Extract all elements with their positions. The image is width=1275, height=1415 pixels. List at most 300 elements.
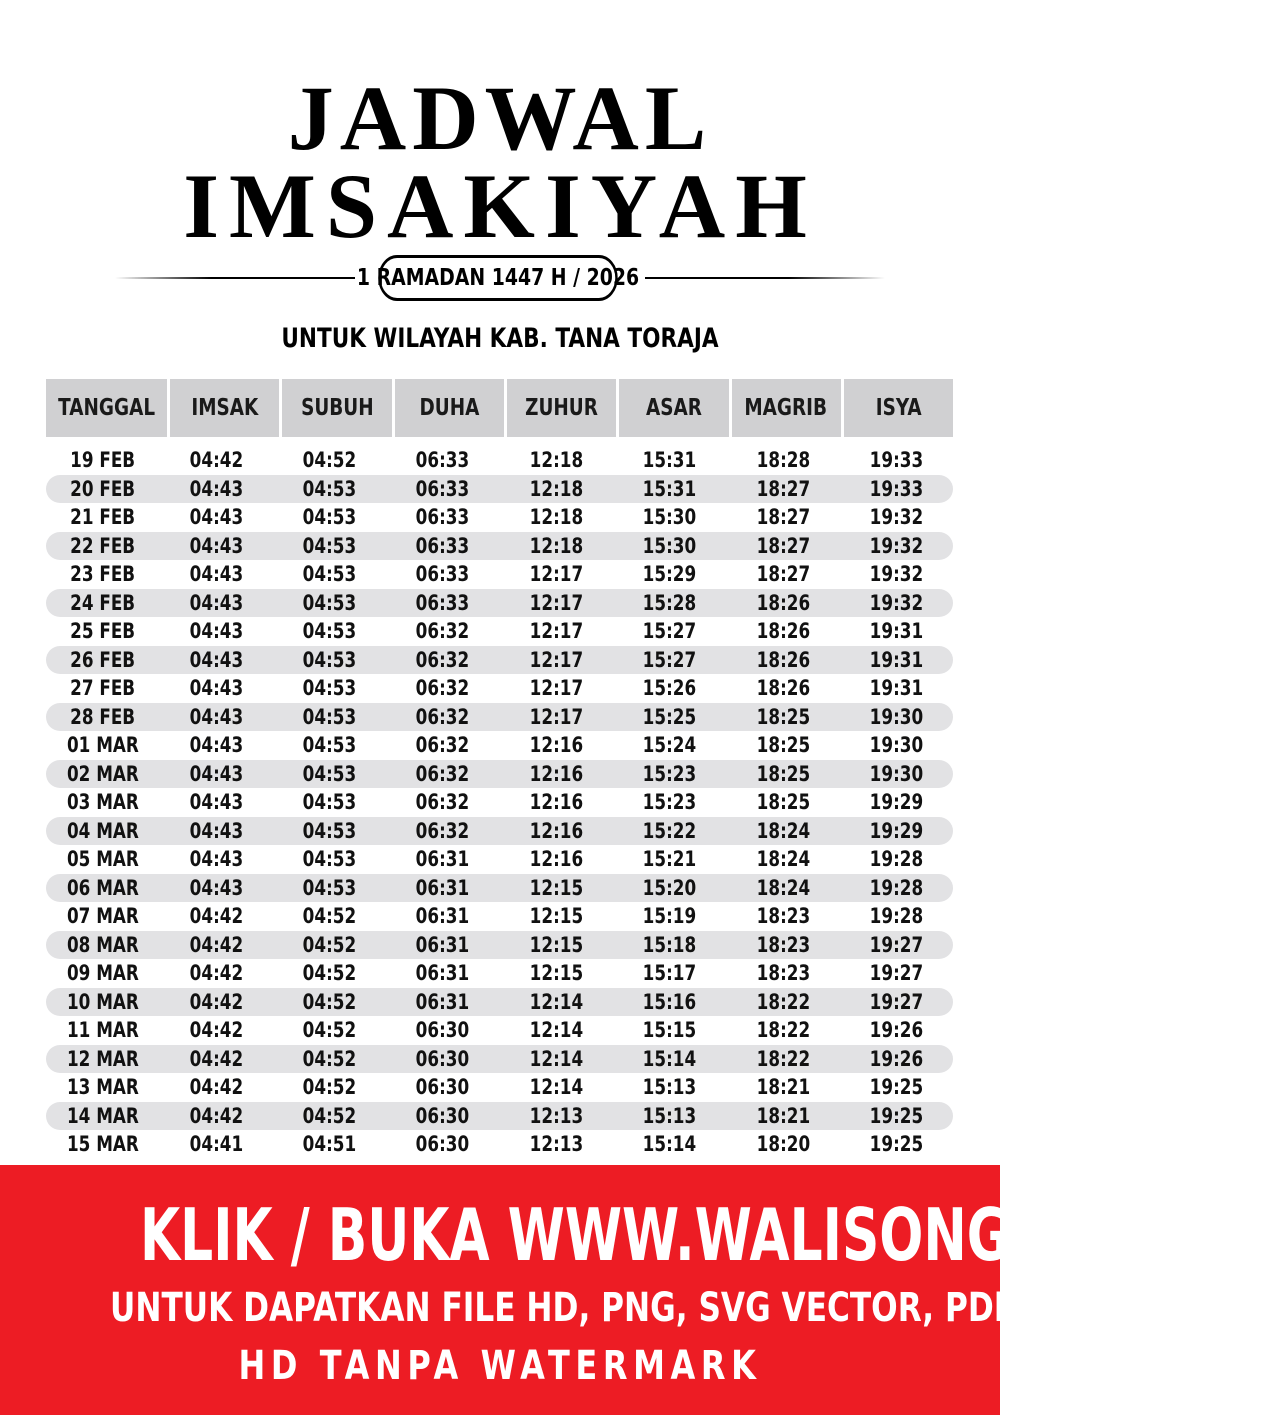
date-cell [46,904,159,928]
time-cell [273,1132,386,1156]
date-cell [46,847,159,871]
date-cell [46,819,159,843]
cell-value: 11 MAR [66,1018,139,1043]
time-cell [840,505,953,529]
column-header [282,379,391,437]
table-row [46,931,953,960]
time-cell [159,705,272,729]
schedule-table [46,379,953,1157]
time-cell [273,790,386,814]
time-cell [500,1104,613,1128]
cell-value: 04:43 [189,818,243,843]
time-cell [613,477,726,501]
cell-value: 19:28 [869,875,924,900]
time-cell [159,1018,272,1042]
cell-value: 19:25 [869,1132,924,1157]
time-cell [273,534,386,558]
cell-value: 04:53 [302,790,357,815]
cell-value: 04:42 [189,932,243,957]
time-cell [726,562,839,586]
cell-value: 04:43 [189,590,243,615]
time-cell [613,676,726,700]
cell-value: 05 MAR [66,847,139,872]
cell-value: 02 MAR [66,761,139,786]
time-cell [500,505,613,529]
cell-value: 04:42 [189,961,243,986]
cell-value: 18:22 [756,1018,810,1043]
cell-value: 19:30 [869,761,924,786]
cell-value: 18:21 [756,1075,810,1100]
cell-value: 10 MAR [66,989,139,1014]
time-cell [159,562,272,586]
time-cell [613,448,726,472]
time-cell [273,477,386,501]
cell-value: 04:51 [302,1132,357,1157]
time-cell [273,705,386,729]
cell-value: 18:22 [756,1046,810,1071]
cell-value: 18:24 [756,818,810,843]
date-cell [46,990,159,1014]
time-cell [159,1047,272,1071]
time-cell [159,448,272,472]
time-cell [159,904,272,928]
time-cell [726,1075,839,1099]
time-cell [273,1047,386,1071]
table-row [46,874,953,903]
date-cell [46,961,159,985]
cell-value: 19:28 [869,904,924,929]
time-cell [159,648,272,672]
time-cell [613,648,726,672]
time-cell [613,619,726,643]
table-row [46,646,953,675]
cell-value: 18:25 [756,733,810,758]
table-row [46,532,953,561]
time-cell [386,477,499,501]
cell-value: 12:16 [529,733,583,758]
table-header [46,379,953,437]
cell-value: 06:31 [416,847,470,872]
date-cell [46,1018,159,1042]
time-cell [386,591,499,615]
cell-value: 06:30 [416,1075,470,1100]
cell-value: 04:52 [302,1046,357,1071]
cell-value: 23 FEB [70,562,136,587]
cell-value: 07 MAR [66,904,139,929]
time-cell [159,619,272,643]
time-cell [840,562,953,586]
cell-value: 18:23 [756,961,810,986]
cell-value: 06:30 [416,1103,470,1128]
cell-value: 19:33 [869,448,924,473]
time-cell [386,676,499,700]
time-cell [840,1075,953,1099]
cell-value: 04:41 [189,1132,243,1157]
time-cell [273,762,386,786]
table-row [46,902,953,931]
cell-value: 19:32 [869,562,924,587]
column-header [732,379,841,437]
table-row [46,503,953,532]
time-cell [613,1075,726,1099]
cell-value: 19:27 [869,989,924,1014]
table-row [46,560,953,589]
cell-value: 15:27 [642,619,697,644]
cell-value: 12:17 [529,647,583,672]
cell-value: 18:23 [756,932,810,957]
time-cell [500,819,613,843]
date-cell [46,876,159,900]
cell-value: 12:17 [529,676,583,701]
time-cell [613,1132,726,1156]
column-header-label: ASAR [645,395,702,421]
cell-value: 04:53 [302,505,357,530]
table-row [46,817,953,846]
time-cell [500,648,613,672]
cell-value: 18:26 [756,676,810,701]
time-cell [273,961,386,985]
cell-value: 19:30 [869,733,924,758]
cell-value: 06:30 [416,1018,470,1043]
date-cell [46,1132,159,1156]
time-cell [500,790,613,814]
date-cell [46,1075,159,1099]
time-cell [500,933,613,957]
time-cell [386,448,499,472]
time-cell [613,762,726,786]
cell-value: 12:16 [529,847,583,872]
time-cell [613,819,726,843]
time-cell [159,961,272,985]
cell-value: 06:32 [416,818,470,843]
promo-banner[interactable] [0,1165,1275,1415]
cell-value: 20 FEB [70,476,136,501]
time-cell [159,505,272,529]
time-cell [840,619,953,643]
cell-value: 19:31 [869,647,924,672]
time-cell [613,562,726,586]
cell-value: 04:43 [189,847,243,872]
cell-value: 15:16 [642,989,697,1014]
time-cell [500,847,613,871]
cell-value: 04:53 [302,619,357,644]
time-cell [386,705,499,729]
time-cell [273,847,386,871]
cell-value: 04:53 [302,733,357,758]
cell-value: 18:28 [756,448,810,473]
region-label: UNTUK WILAYAH KAB. TANA TORAJA [281,323,719,354]
time-cell [159,676,272,700]
cell-value: 15:19 [642,904,697,929]
cell-value: 18:25 [756,761,810,786]
cell-value: 04:43 [189,647,243,672]
time-cell [386,1075,499,1099]
cell-value: 06:31 [416,904,470,929]
time-cell [273,591,386,615]
time-cell [726,619,839,643]
cell-value: 25 FEB [70,619,136,644]
cell-value: 04:43 [189,790,243,815]
time-cell [386,534,499,558]
cell-value: 18:27 [756,562,810,587]
cell-value: 12:17 [529,704,583,729]
cell-value: 19:33 [869,476,924,501]
cell-value: 06:33 [416,448,470,473]
divider-right [645,277,885,279]
cell-value: 15:23 [642,790,697,815]
time-cell [159,933,272,957]
cell-value: 04:52 [302,1018,357,1043]
cell-value: 12:16 [529,761,583,786]
cell-value: 12:15 [529,961,583,986]
cell-value: 18:26 [756,590,810,615]
cell-value: 19:31 [869,676,924,701]
cell-value: 04:52 [302,989,357,1014]
cell-value: 04:53 [302,647,357,672]
time-cell [840,961,953,985]
time-cell [159,534,272,558]
cell-value: 19:25 [869,1103,924,1128]
cell-value: 06:32 [416,619,470,644]
cell-value: 15:25 [642,704,697,729]
date-cell [46,448,159,472]
cell-value: 19:28 [869,847,924,872]
table-row [46,760,953,789]
cell-value: 04:53 [302,590,357,615]
table-row [46,674,953,703]
time-cell [500,876,613,900]
time-cell [386,904,499,928]
time-cell [159,477,272,501]
time-cell [613,933,726,957]
cell-value: 06:31 [416,961,470,986]
time-cell [500,534,613,558]
time-cell [386,619,499,643]
cell-value: 04:53 [302,818,357,843]
cell-value: 04:52 [302,961,357,986]
table-row [46,959,953,988]
cell-value: 18:25 [756,790,810,815]
cell-value: 06:32 [416,790,470,815]
time-cell [613,591,726,615]
cell-value: 15:20 [642,875,697,900]
cell-value: 15:17 [642,961,697,986]
cell-value: 04:42 [189,1075,243,1100]
cell-value: 15:13 [642,1075,697,1100]
time-cell [386,562,499,586]
time-cell [159,591,272,615]
time-cell [500,619,613,643]
time-cell [726,847,839,871]
cell-value: 12:14 [529,1046,583,1071]
divider-left [115,277,355,279]
time-cell [726,591,839,615]
cell-value: 06:33 [416,590,470,615]
time-cell [500,477,613,501]
time-cell [840,705,953,729]
cell-value: 12:15 [529,904,583,929]
cell-value: 04:53 [302,875,357,900]
date-cell [46,619,159,643]
time-cell [386,1104,499,1128]
time-cell [840,847,953,871]
cell-value: 12:13 [529,1103,583,1128]
time-cell [159,733,272,757]
cell-value: 04:53 [302,562,357,587]
date-cell [46,933,159,957]
cell-value: 12:18 [529,448,583,473]
cell-value: 13 MAR [66,1075,139,1100]
cell-value: 15:28 [642,590,697,615]
column-header [46,379,167,437]
time-cell [159,876,272,900]
table-row [46,1045,953,1074]
time-cell [500,1075,613,1099]
time-cell [840,733,953,757]
cell-value: 15:14 [642,1046,697,1071]
cell-value: 06:30 [416,1046,470,1071]
date-cell [46,1047,159,1071]
time-cell [726,790,839,814]
cell-value: 15:30 [642,505,697,530]
title-line-1: JADWAL [287,67,713,169]
time-cell [840,648,953,672]
time-cell [840,534,953,558]
banner-headline[interactable]: KLIK / BUKA WWW.WALISONGO.CO.ID [140,1193,1235,1277]
table-row [46,446,953,475]
time-cell [500,1132,613,1156]
date-cell [46,505,159,529]
time-cell [273,448,386,472]
cell-value: 15:27 [642,647,697,672]
cell-value: 04:43 [189,476,243,501]
cell-value: 12:16 [529,818,583,843]
time-cell [840,448,953,472]
time-cell [726,448,839,472]
cell-value: 12:18 [529,533,583,558]
cell-value: 04:42 [189,904,243,929]
title-line-2: IMSAKIYAH [183,155,817,257]
date-cell [46,648,159,672]
cell-value: 24 FEB [70,590,136,615]
time-cell [726,1018,839,1042]
time-cell [500,990,613,1014]
time-cell [840,591,953,615]
cell-value: 04:42 [189,1046,243,1071]
cell-value: 04 MAR [66,818,139,843]
cell-value: 12:14 [529,989,583,1014]
table-row [46,788,953,817]
cell-value: 19:32 [869,533,924,558]
time-cell [500,705,613,729]
time-cell [386,505,499,529]
cell-value: 19:25 [869,1075,924,1100]
column-header-label: MAGRIB [744,395,828,421]
date-cell [46,534,159,558]
cell-value: 04:52 [302,1103,357,1128]
time-cell [500,676,613,700]
time-cell [159,1132,272,1156]
time-cell [840,1132,953,1156]
cell-value: 19:31 [869,619,924,644]
time-cell [159,1104,272,1128]
cell-value: 15:31 [642,448,697,473]
time-cell [840,819,953,843]
time-cell [500,591,613,615]
time-cell [159,847,272,871]
column-header [619,379,728,437]
time-cell [726,648,839,672]
column-header [844,379,953,437]
time-cell [726,990,839,1014]
time-cell [613,904,726,928]
cell-value: 04:53 [302,676,357,701]
time-cell [159,762,272,786]
cell-value: 28 FEB [70,704,136,729]
cell-value: 14 MAR [66,1103,139,1128]
cell-value: 12:17 [529,562,583,587]
time-cell [386,876,499,900]
cell-value: 04:42 [189,448,243,473]
cell-value: 15:29 [642,562,697,587]
time-cell [613,705,726,729]
cell-value: 04:53 [302,533,357,558]
time-cell [726,933,839,957]
time-cell [273,876,386,900]
time-cell [726,705,839,729]
time-cell [159,790,272,814]
time-cell [500,1018,613,1042]
time-cell [613,1018,726,1042]
cell-value: 19:26 [869,1046,924,1071]
column-header [507,379,616,437]
time-cell [386,961,499,985]
cell-value: 18:26 [756,647,810,672]
cell-value: 06:33 [416,505,470,530]
cell-value: 12:15 [529,932,583,957]
cell-value: 06:33 [416,562,470,587]
time-cell [500,961,613,985]
date-cell [46,676,159,700]
time-cell [613,961,726,985]
subtitle-text: 1 RAMADAN 1447 H / 2026 [356,265,640,291]
cell-value: 06:33 [416,476,470,501]
date-cell [46,790,159,814]
date-cell [46,705,159,729]
cell-value: 04:42 [189,1018,243,1043]
cell-value: 12:13 [529,1132,583,1157]
cell-value: 18:24 [756,847,810,872]
cell-value: 19:27 [869,932,924,957]
cell-value: 26 FEB [70,647,136,672]
cell-value: 19 FEB [70,448,136,473]
time-cell [273,505,386,529]
time-cell [386,847,499,871]
cell-value: 19:29 [869,818,924,843]
subtitle-badge [356,255,640,301]
cell-value: 04:42 [189,1103,243,1128]
cell-value: 18:21 [756,1103,810,1128]
time-cell [386,819,499,843]
cell-value: 06:30 [416,1132,470,1157]
cell-value: 04:43 [189,676,243,701]
time-cell [726,819,839,843]
cell-value: 06:31 [416,875,470,900]
cell-value: 12:17 [529,590,583,615]
cell-value: 04:52 [302,448,357,473]
date-cell [46,591,159,615]
cell-value: 04:53 [302,476,357,501]
